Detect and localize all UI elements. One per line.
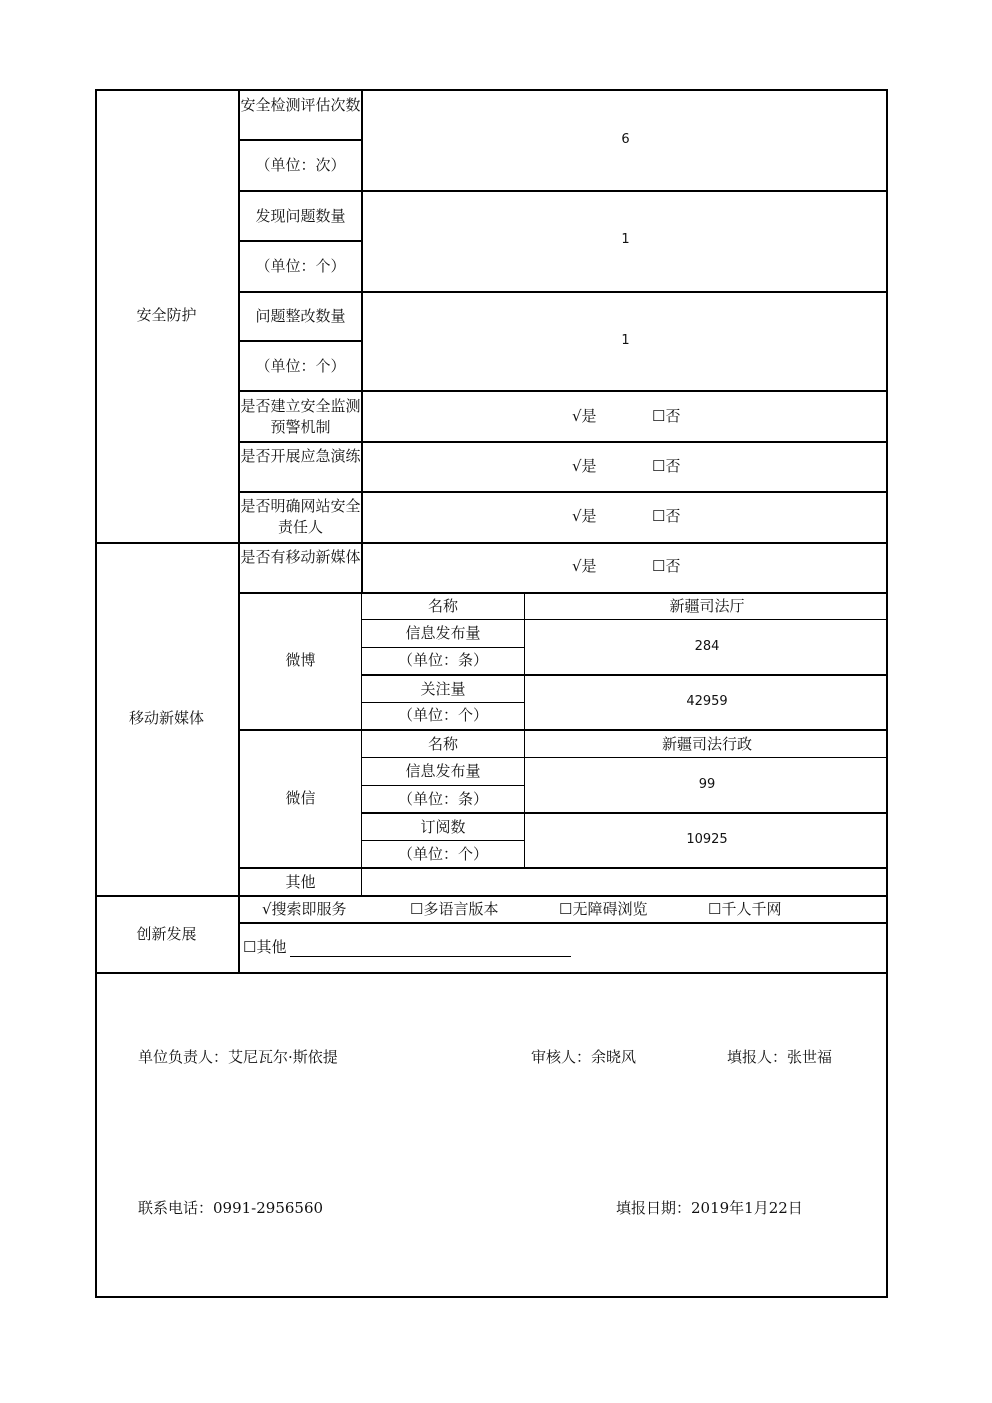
weibo-followers-label: 关注量	[420, 680, 466, 698]
divider-innovation-footer	[95, 972, 888, 974]
issues-fixed-unit: （单位：个）	[255, 357, 346, 375]
row-line	[238, 139, 361, 141]
weibo-followers-value: 42959	[686, 694, 728, 709]
wechat-subs-value: 10925	[686, 832, 728, 847]
row-line	[238, 729, 888, 731]
responsible-yes-checkbox[interactable]: √是	[572, 507, 597, 525]
has-media-no-checkbox[interactable]: ☐否	[652, 557, 681, 575]
filler: 填报人：张世福	[727, 1048, 833, 1066]
row-line	[238, 441, 888, 443]
row-line	[361, 619, 888, 620]
row-line	[361, 785, 524, 786]
section-label-security: 安全防护	[136, 306, 197, 324]
monitoring-label: 是否建立安全监测预警机制	[240, 397, 361, 436]
eval-count-label: 安全检测评估次数	[240, 96, 361, 114]
divider-security-media	[95, 542, 888, 544]
row-line	[238, 867, 888, 869]
row-line	[361, 840, 524, 841]
divider-media-innovation	[95, 895, 888, 897]
responsible-label: 是否明确网站安全责任人	[240, 497, 361, 536]
weibo-name-value: 新疆司法厅	[669, 597, 745, 615]
contact-phone: 联系电话：0991-2956560	[138, 1199, 324, 1217]
wechat-posts-label: 信息发布量	[405, 762, 481, 780]
issues-found-value: 1	[621, 232, 630, 247]
row-line	[238, 340, 361, 342]
row-line	[238, 922, 888, 924]
issues-fixed-value: 1	[621, 333, 630, 348]
multilang-checkbox[interactable]: ☐多语言版本	[410, 900, 499, 918]
innovation-other-underline	[290, 956, 571, 957]
unit-head: 单位负责人：艾尼瓦尔·斯依提	[138, 1048, 338, 1066]
row-line	[238, 240, 361, 242]
section-label-media: 移动新媒体	[128, 709, 204, 727]
drill-no-checkbox[interactable]: ☐否	[652, 457, 681, 475]
weibo-posts-value: 284	[694, 639, 720, 654]
issues-found-label: 发现问题数量	[255, 207, 346, 225]
accessible-browse-checkbox[interactable]: ☐无障碍浏览	[559, 900, 648, 918]
weibo-name-label: 名称	[427, 597, 458, 615]
weibo-label: 微博	[285, 651, 316, 669]
responsible-no-checkbox[interactable]: ☐否	[652, 507, 681, 525]
wechat-subs-unit: （单位：个）	[397, 845, 488, 863]
monitoring-no-checkbox[interactable]: ☐否	[652, 407, 681, 425]
drill-yes-checkbox[interactable]: √是	[572, 457, 597, 475]
row-line	[361, 812, 888, 814]
row-line	[361, 757, 888, 758]
wechat-posts-value: 99	[698, 777, 716, 792]
row-line	[238, 491, 888, 493]
fill-date: 填报日期：2019年1月22日	[616, 1199, 803, 1217]
has-media-label: 是否有移动新媒体	[240, 548, 361, 566]
wechat-name-value: 新疆司法行政	[661, 735, 752, 753]
issues-fixed-label: 问题整改数量	[255, 307, 346, 325]
row-line	[238, 390, 888, 392]
reviewer: 审核人：余晓风	[531, 1048, 637, 1066]
innovation-other-checkbox[interactable]: ☐其他	[243, 938, 287, 956]
row-line	[238, 592, 888, 594]
wechat-subs-label: 订阅数	[420, 818, 466, 836]
drill-label: 是否开展应急演练	[240, 447, 361, 465]
search-service-checkbox[interactable]: √搜索即服务	[262, 900, 347, 918]
eval-count-unit: （单位：次）	[255, 156, 346, 174]
media-other-label: 其他	[285, 873, 316, 891]
weibo-followers-unit: （单位：个）	[397, 706, 488, 724]
section-label-innovation: 创新发展	[136, 925, 197, 943]
wechat-label: 微信	[285, 789, 316, 807]
row-line	[361, 647, 524, 648]
weibo-posts-unit: （单位：条）	[397, 651, 488, 669]
row-line	[238, 291, 888, 293]
personalized-checkbox[interactable]: ☐千人千网	[708, 900, 782, 918]
monitoring-yes-checkbox[interactable]: √是	[572, 407, 597, 425]
wechat-posts-unit: （单位：条）	[397, 790, 488, 808]
wechat-name-label: 名称	[427, 735, 458, 753]
row-line	[361, 702, 524, 703]
row-line	[238, 190, 888, 192]
row-line	[361, 674, 888, 676]
eval-count-value: 6	[621, 132, 630, 147]
has-media-yes-checkbox[interactable]: √是	[572, 557, 597, 575]
weibo-posts-label: 信息发布量	[405, 624, 481, 642]
issues-found-unit: （单位：个）	[255, 257, 346, 275]
